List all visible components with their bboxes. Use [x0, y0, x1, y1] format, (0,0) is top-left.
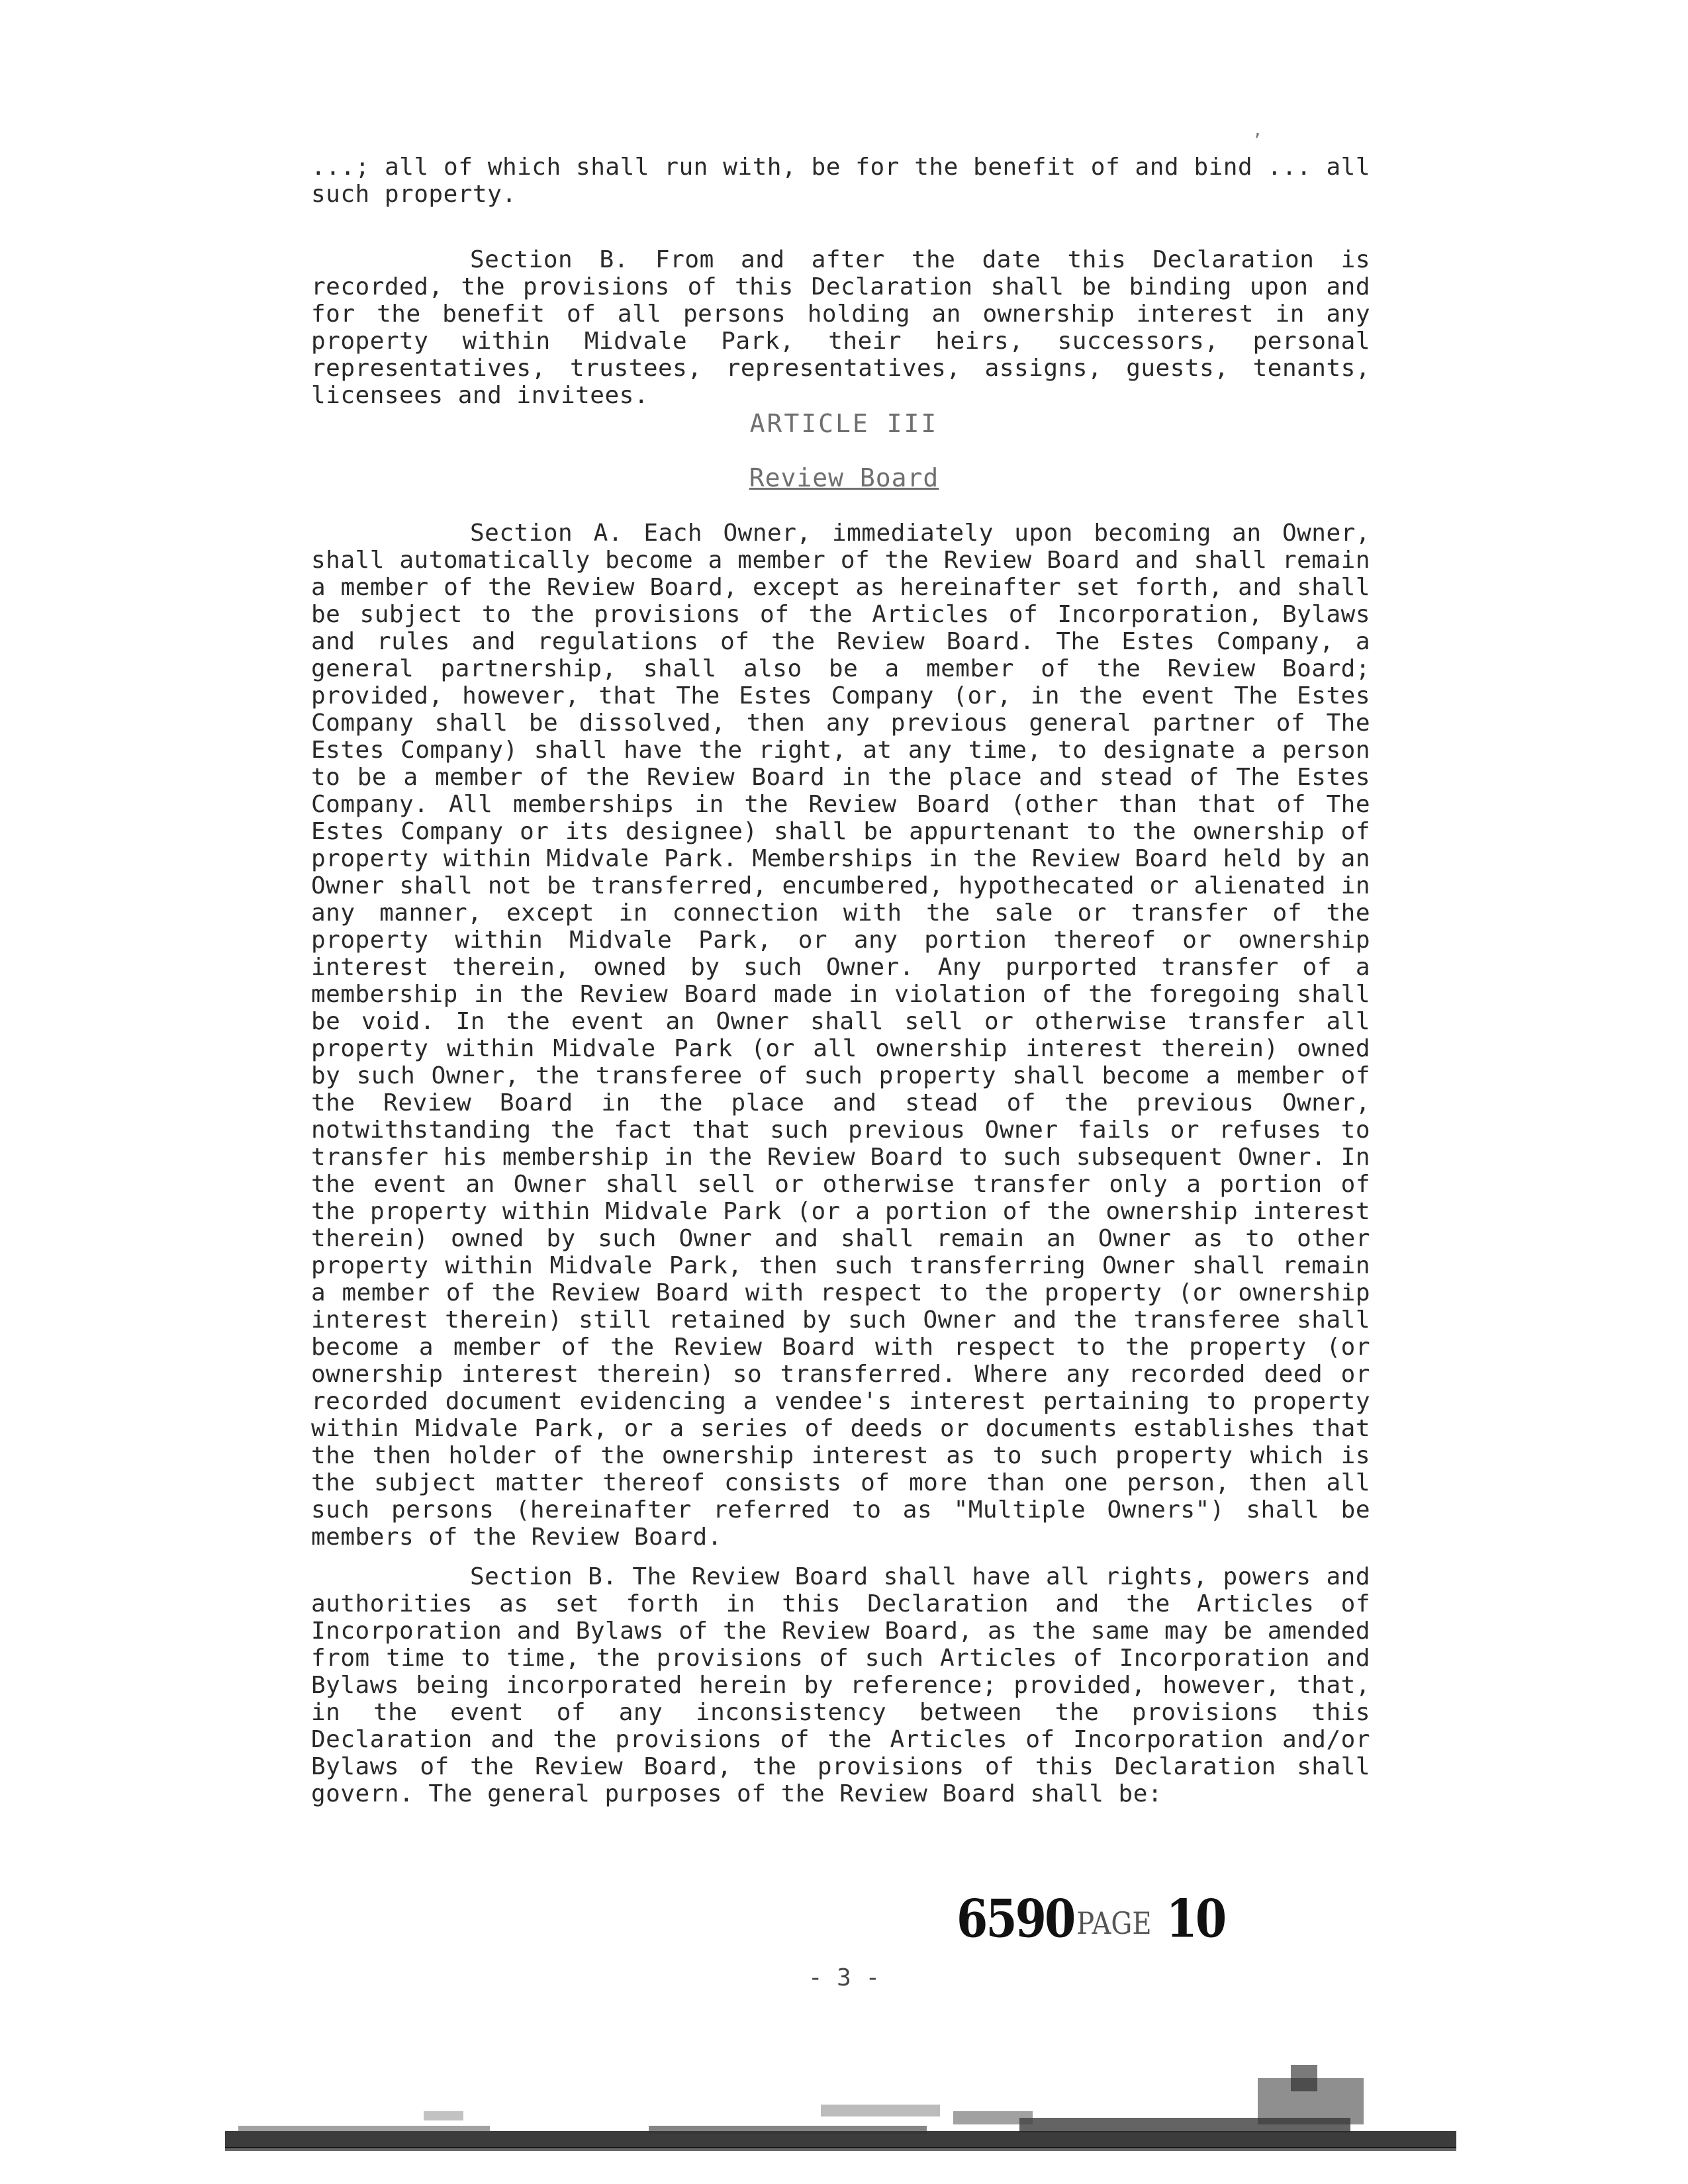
- continuation-paragraph: ...; all of which shall run with, be for the benefit of and bind ... all such property.: [311, 154, 1370, 208]
- review-board-title: Review Board: [749, 463, 939, 492]
- stamp-page-number: 10: [1166, 1889, 1225, 1950]
- stamp-mark: PAGE: [1076, 1905, 1152, 1941]
- scan-artifact-band: [225, 2065, 1456, 2164]
- article-2-section-b-paragraph: Section B. From and after the date this Declaration is recorded, the provisions of this Declaration shall be binding upon and for the benefit of all persons holding an ownership interest in any property within Midvale Park, their heirs, successors, personal representatives, trustees, representatives, assigns, guests, tenants, licensees and invitees.: [311, 246, 1370, 409]
- article-subheading: [0, 463, 1688, 492]
- corner-mark: ,: [1252, 120, 1263, 140]
- section-b-paragraph: Section B. The Review Board shall have all rights, powers and authorities as set forth in this Declaration and the Articles of Incorporation and Bylaws of the Review Board, as the same may be amended from time to time, the provisions of such Articles of Incorporation and Bylaws being incorporated herein by reference; provided, however, that, in the event of any inconsistency between the provisions this Declaration and the provisions of the Articles of Incorporation and/or Bylaws of the Review Board, the provisions of this Declaration shall govern. The general purposes of the Review Board shall be:: [311, 1563, 1370, 1807]
- recording-stamp: [957, 1889, 1225, 1950]
- stamp-book-number: 6590: [957, 1889, 1074, 1950]
- section-a-paragraph: Section A. Each Owner, immediately upon becoming an Owner, shall automatically become a member of the Review Board and shall remain a member of the Review Board, except as hereinafter set forth, and shall be subject to the provisions of the Articles of Incorporation, Bylaws and rules and regulations of the Review Board. The Estes Company, a general partnership, shall also be a member of the Review Board; provided, however, that The Estes Company (or, in the event The Estes Company shall be dissolved, then any previous general partner of The Estes Company) shall have the right, at any time, to designate a person to be a member of the Review Board in the place and stead of The Estes Company. All memberships in the Review Board (other than that of The Estes Company or its designee) shall be appurtenant to the ownership of property within Midvale Park. Memberships in the Review Board held by an Owner shall not be transferred, encumbered, hypothecated or alienated in any manner, except in connection with the sale or transfer of the property within Midvale Park, or any portion thereof or ownership interest therein, owned by such Owner. Any purported transfer of a membership in the Review Board made in violation of the foregoing shall be void. In the event an Owner shall sell or otherwise transfer all property within Midvale Park (or all ownership interest therein) owned by such Owner, the transferee of such property shall become a member of the Review Board in the place and stead of the previous Owner, notwithstanding the fact that such previous Owner fails or refuses to transfer his membership in the Review Board to such subsequent Owner. In the event an Owner shall sell or otherwise transfer only a portion of the property within Midvale Park (or a portion of the ownership interest therein) owned by such Owner and shall remain an Owner as to other property within Midvale Park, then such transferring Owner shall remain a member of the Review Board with respect to the property (or ownership interest therein) still retained by such Owner and the transferee shall become a member of the Review Board with respect to the property (or ownership interest therein) so transferred. Where any recorded deed or recorded document evidencing a vendee's interest pertaining to property within Midvale Park, or a series of deeds or documents establishes that the then holder of the ownership interest as to such property which is the subject matter thereof consists of more than one person, then all such persons (hereinafter referred to as "Multiple Owners") shall be members of the Review Board.: [311, 520, 1370, 1551]
- page-number: - 3 -: [808, 1964, 880, 1991]
- article-heading: ARTICLE III: [749, 409, 939, 438]
